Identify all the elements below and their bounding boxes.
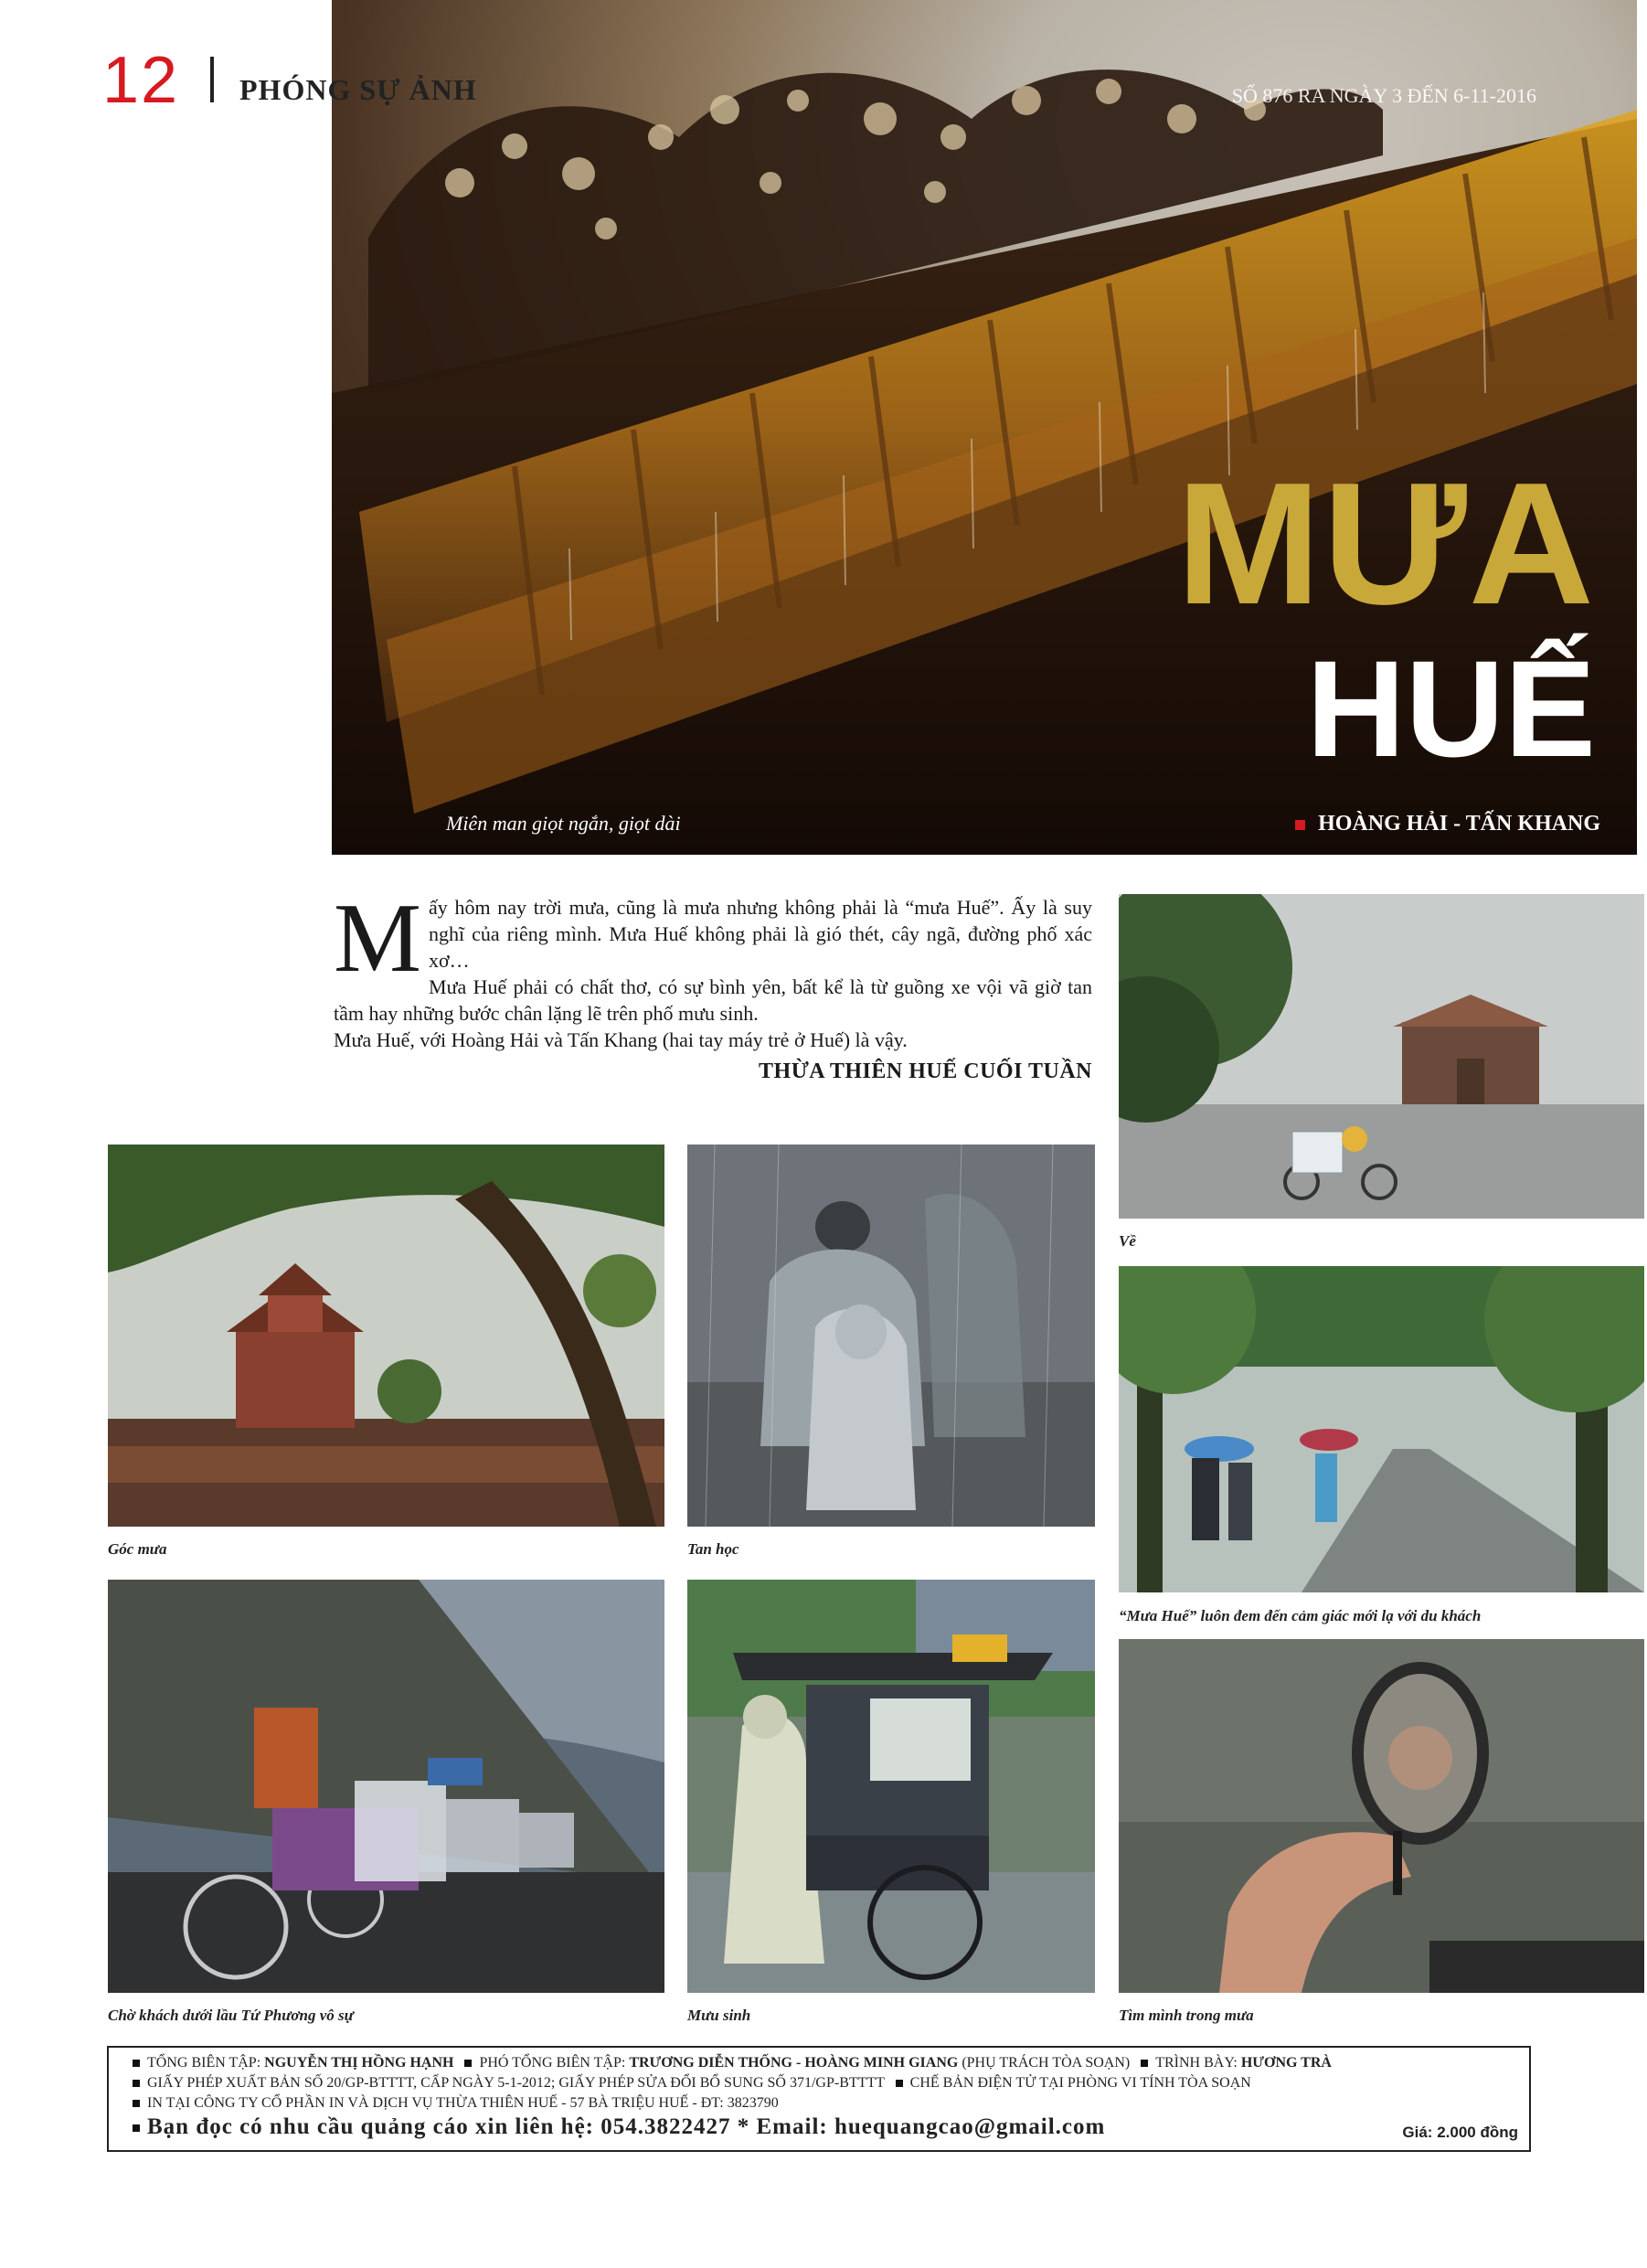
bullet-square-icon (1141, 2060, 1148, 2067)
page-number: 12 (102, 44, 180, 117)
price: Giá: 2.000 đồng (1402, 2124, 1518, 2141)
headline-hue: HUẾ (1306, 632, 1596, 785)
hero-photo (332, 0, 1637, 855)
photo-goc-mua (108, 1145, 664, 1527)
bullet-square-icon (133, 2080, 140, 2087)
caption-muu-sinh: Mưu sinh (687, 2007, 751, 2024)
hero-caption: Miên man giọt ngắn, giọt dài (446, 812, 681, 835)
caption-cho-khach: Chờ khách dưới lầu Tứ Phương vô sự (108, 2007, 354, 2024)
headline-mua: MƯA (1175, 447, 1596, 641)
footer-line-1 (125, 2053, 1513, 2073)
photo-ve (1119, 894, 1644, 1219)
intro-paragraph-1: ấy hôm nay trời mưa, cũng là mưa nhưng không phải là “mưa Huế”. Ấy là suy nghĩ của riêng mình. Mưa Huế không phải là gió thét, cây ngã, đường phố xác xơ… (429, 896, 1092, 972)
dropcap: M (334, 884, 422, 993)
header-divider (210, 57, 214, 102)
bullet-square-icon (133, 2060, 140, 2067)
intro-paragraph-3: Mưa Huế, với Hoàng Hải và Tấn Khang (hai tay máy trẻ ở Huế) là vậy. (334, 1028, 908, 1051)
caption-du-khach: “Mưa Huế” luôn đem đến cảm giác mới lạ với du khách (1119, 1607, 1482, 1624)
printer-info: IN TẠI CÔNG TY CỔ PHẦN IN VÀ DỊCH VỤ THỪA THIÊN HUẾ - 57 BÀ TRIỆU HUẾ - ĐT: 3823790 (147, 2095, 779, 2111)
deputy-label: PHÓ TỔNG BIÊN TẬP: (479, 2055, 626, 2071)
license-info: GIẤY PHÉP XUẤT BẢN SỐ 20/GP-BTTTT, CẤP NGÀY 5-1-2012; GIẤY PHÉP SỬA ĐỔI BỔ SUNG SỐ 371/GP-BTTTT (147, 2075, 885, 2091)
editor-label: TỔNG BIÊN TẬP: (147, 2055, 261, 2071)
caption-tim-minh: Tìm mình trong mưa (1119, 2007, 1254, 2024)
photo-muu-sinh (687, 1580, 1095, 1993)
photo-tan-hoc (687, 1145, 1095, 1527)
bullet-square-icon (133, 2100, 140, 2107)
footer-line-4 (125, 2114, 1513, 2141)
bullet-square-icon (464, 2060, 472, 2067)
red-square-icon (1295, 820, 1305, 830)
issue-info: SỐ 876 RA NGÀY 3 ĐẾN 6-11-2016 (1231, 84, 1536, 107)
intro-text (334, 884, 1092, 1085)
layout-label: TRÌNH BÀY: (1155, 2055, 1238, 2071)
prepress-info: CHẾ BẢN ĐIỆN TỬ TẠI PHÒNG VI TÍNH TÒA SOẠN (909, 2075, 1251, 2091)
layout-name: HƯƠNG TRÀ (1240, 2055, 1332, 2071)
editor-name: NGUYỄN THỊ HỒNG HẠNH (264, 2055, 454, 2071)
deputy-names: TRƯƠNG DIỄN THỐNG - HOÀNG MINH GIANG (629, 2055, 959, 2071)
caption-ve: Về (1119, 1232, 1136, 1250)
masthead-footer (107, 2046, 1531, 2152)
photo-cho-khach (108, 1580, 664, 1993)
intro-signature: THỪA THIÊN HUẾ CUỐI TUẦN (759, 1059, 1092, 1083)
deputy-note: (PHỤ TRÁCH TÒA SOẠN) (962, 2055, 1131, 2071)
byline-authors: HOÀNG HẢI - TẤN KHANG (1318, 812, 1600, 836)
footer-line-3 (125, 2093, 1513, 2114)
footer-line-2 (125, 2073, 1513, 2093)
photo-du-khach (1119, 1266, 1644, 1592)
photo-tim-minh (1119, 1639, 1644, 1993)
byline (1295, 812, 1600, 836)
intro-paragraph-2: Mưa Huế phải có chất thơ, có sự bình yên, bất kể là từ guồng xe vội vã giờ tan tầm hay những bước chân lặng lẽ trên phố mưu sinh. (334, 975, 1092, 1025)
section-title: PHÓNG SỰ ẢNH (239, 73, 477, 106)
caption-tan-hoc: Tan học (687, 1540, 739, 1558)
bullet-square-icon (896, 2080, 903, 2087)
advertising-contact: Bạn đọc có nhu cầu quảng cáo xin liên hệ: 054.3822427 * Email: huequangcao@gmail.com (147, 2114, 1106, 2139)
bullet-square-icon (133, 2124, 140, 2132)
caption-goc-mua: Góc mưa (108, 1540, 167, 1558)
